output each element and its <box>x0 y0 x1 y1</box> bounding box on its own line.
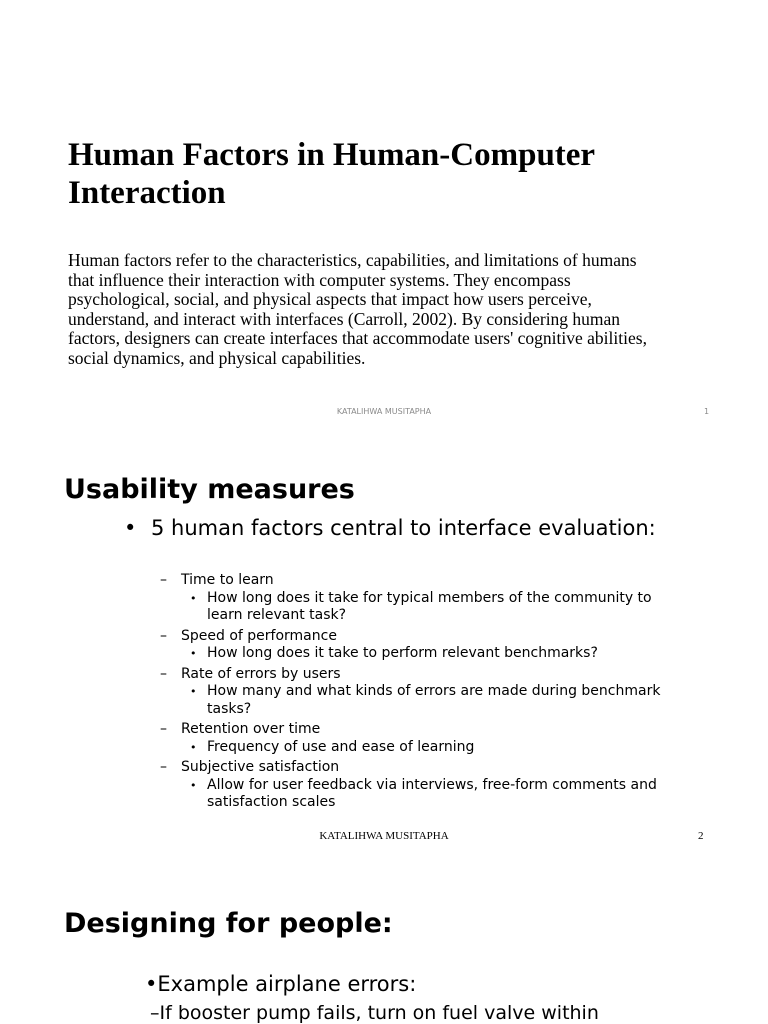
slide-2-title: Usability measures <box>64 474 355 505</box>
list-item-detail: Frequency of use and ease of learning <box>207 738 475 755</box>
list-item-label: Speed of performance <box>181 627 337 644</box>
slide-2-lead-bullet-text: 5 human factors central to interface evaluation: <box>151 516 656 540</box>
list-item <box>160 666 680 719</box>
dash-icon: – <box>160 572 167 588</box>
list-item <box>160 628 680 663</box>
bullet-icon: • <box>190 647 197 660</box>
list-item-label: Rate of errors by users <box>181 665 341 682</box>
slide-3-sub-bullet: –If booster pump fails, turn on fuel valve within <box>150 1002 599 1024</box>
bullet-icon: • <box>190 591 197 605</box>
slide-2-lead-bullet <box>124 515 684 541</box>
list-item-detail: Allow for user feedback via interviews, free-form comments and satisfaction scales <box>207 776 657 810</box>
list-item <box>160 572 680 625</box>
bullet-icon: • <box>190 740 197 754</box>
list-item-detail: How long does it take for typical members of the community to learn relevant task? <box>207 589 652 623</box>
bullet-icon: • <box>190 778 197 792</box>
bullet-icon: • <box>124 516 137 540</box>
slide-1-title: Human Factors in Human-Computer Interaction <box>68 137 595 211</box>
dash-icon: – <box>160 721 167 737</box>
usability-measures-list <box>160 572 680 815</box>
list-item <box>160 759 680 812</box>
list-item-label: Retention over time <box>181 721 321 737</box>
list-item-detail: How long does it take to perform relevant benchmarks? <box>207 645 598 661</box>
slide-3-title: Designing for people: <box>64 908 393 939</box>
dash-icon: – <box>160 665 167 682</box>
slide-2-footer-author: KATALIHWA MUSITAPHA <box>319 830 449 842</box>
slide-1-footer-author: KATALIHWA MUSITAPHA <box>336 407 432 416</box>
slide-3-lead-bullet: •Example airplane errors: <box>145 972 417 996</box>
dash-icon: – <box>160 627 167 644</box>
dash-icon: – <box>160 759 167 775</box>
list-item-label: Time to learn <box>181 572 274 588</box>
slide-1-body: Human factors refer to the characteristics, capabilities, and limitations of humans that influence their interaction with computer systems. They encompass psychological, social, and physical aspects that impact how users perceive, understand, and interact with interfaces (Carroll, 2002). By considering human factors, designers can create interfaces that accommodate users' cognitive abilities, social dynamics, and physical capabilities. <box>68 250 647 368</box>
slide-2-page-number: 2 <box>698 830 704 842</box>
list-item-detail: How many and what kinds of errors are made during benchmark tasks? <box>207 683 661 717</box>
slide-1-page-number: 1 <box>704 407 710 416</box>
bullet-icon: • <box>190 685 197 698</box>
list-item-label: Subjective satisfaction <box>181 759 340 775</box>
list-item <box>160 721 680 756</box>
